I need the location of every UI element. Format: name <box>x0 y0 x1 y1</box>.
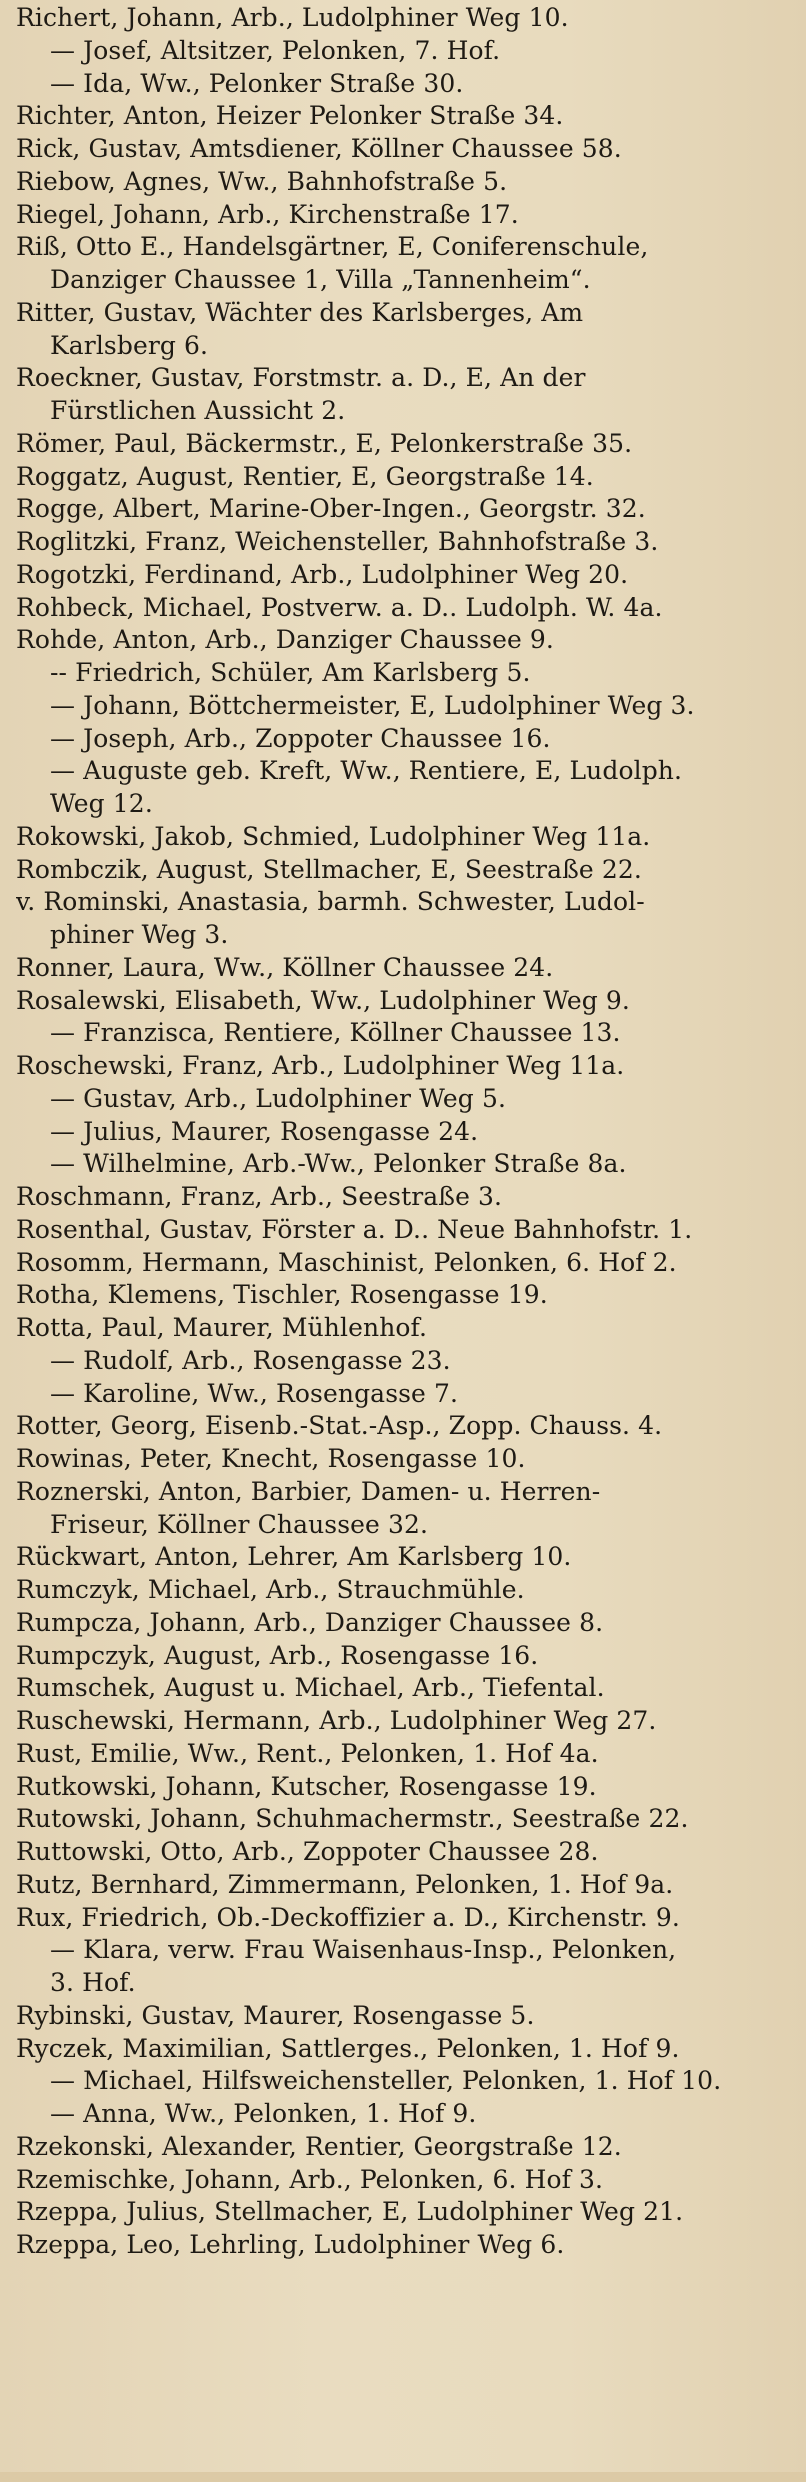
directory-entry-continuation: — Anna, Ww., Pelonken, 1. Hof 9. <box>50 2099 477 2128</box>
directory-entry: Rotha, Klemens, Tischler, Rosengasse 19. <box>16 1280 548 1310</box>
directory-entry: Ruschewski, Hermann, Arb., Ludolphiner Weg 27. <box>16 1706 657 1735</box>
directory-entry: Rogge, Albert, Marine-Ober-Ingen., Georgstr. 32. <box>16 494 646 524</box>
directory-entry: Rumczyk, Michael, Arb., Strauchmühle. <box>16 1575 525 1604</box>
directory-entries <box>16 2 794 2262</box>
directory-entry: Rux, Friedrich, Ob.-Deckoffizier a. D., Kirchenstr. 9. <box>16 1902 680 1932</box>
directory-entry: Richert, Johann, Arb., Ludolphiner Weg 10. <box>16 3 569 32</box>
directory-entry: Ryczek, Maximilian, Sattlerges., Pelonken, 1. Hof 9. <box>16 2033 680 2063</box>
directory-entry: Rombczik, August, Stellmacher, E, Seestraße 22. <box>16 854 642 884</box>
directory-entry-continuation: Fürstlichen Aussicht 2. <box>50 396 346 425</box>
directory-entry-continuation: — Joseph, Arb., Zoppoter Chaussee 16. <box>50 723 551 753</box>
directory-entry: Riß, Otto E., Handelsgärtner, E, Coniferenschule, <box>16 232 649 262</box>
directory-entry-continuation: — Auguste geb. Kreft, Ww., Rentiere, E, Ludolph. <box>50 756 683 786</box>
directory-entry-continuation: — Michael, Hilfsweichensteller, Pelonken, 1. Hof 10. <box>50 2066 722 2096</box>
page-bottom-edge <box>0 2472 806 2482</box>
directory-entry: Rzeppa, Julius, Stellmacher, E, Ludolphiner Weg 21. <box>16 2197 684 2227</box>
directory-entry-continuation: — Julius, Maurer, Rosengasse 24. <box>50 1116 479 1146</box>
directory-entry-continuation: 3. Hof. <box>50 1968 136 1997</box>
directory-entry: Rumpczyk, August, Arb., Rosengasse 16. <box>16 1640 539 1670</box>
directory-entry: Rybinski, Gustav, Maurer, Rosengasse 5. <box>16 2000 535 2030</box>
directory-entry: Rotter, Georg, Eisenb.-Stat.-Asp., Zopp. Chauss. 4. <box>16 1411 663 1441</box>
directory-entry: Rosomm, Hermann, Maschinist, Pelonken, 6. Hof 2. <box>16 1247 677 1277</box>
directory-entry: Rotta, Paul, Maurer, Mühlenhof. <box>16 1313 428 1342</box>
directory-entry-continuation: Weg 12. <box>50 789 153 818</box>
directory-entry: Rohbeck, Michael, Postverw. a. D.. Ludolph. W. 4a. <box>16 592 663 622</box>
directory-entry: Rückwart, Anton, Lehrer, Am Karlsberg 10. <box>16 1542 572 1572</box>
directory-entry: Rust, Emilie, Ww., Rent., Pelonken, 1. Hof 4a. <box>16 1738 599 1768</box>
directory-entry: Rutkowski, Johann, Kutscher, Rosengasse 19. <box>16 1771 597 1801</box>
directory-entry: Rick, Gustav, Amtsdiener, Köllner Chaussee 58. <box>16 134 622 163</box>
directory-entry: Roglitzki, Franz, Weichensteller, Bahnhofstraße 3. <box>16 527 659 556</box>
directory-entry: Riebow, Agnes, Ww., Bahnhofstraße 5. <box>16 166 508 196</box>
directory-entry: Rowinas, Peter, Knecht, Rosengasse 10. <box>16 1444 526 1473</box>
directory-entry-continuation: phiner Weg 3. <box>50 920 229 949</box>
directory-entry-continuation: — Klara, verw. Frau Waisenhaus-Insp., Pelonken, <box>50 1935 677 1965</box>
directory-entry-continuation: Friseur, Köllner Chaussee 32. <box>50 1509 429 1539</box>
directory-entry: Roschewski, Franz, Arb., Ludolphiner Weg 11a. <box>16 1051 625 1080</box>
directory-entry: Roggatz, August, Rentier, E, Georgstraße 14. <box>16 461 594 491</box>
directory-entry: Ronner, Laura, Ww., Köllner Chaussee 24. <box>16 952 554 982</box>
directory-entry-continuation: Karlsberg 6. <box>50 330 209 360</box>
directory-entry: Roschmann, Franz, Arb., Seestraße 3. <box>16 1182 503 1211</box>
directory-entry-continuation: — Wilhelmine, Arb.-Ww., Pelonker Straße 8a. <box>50 1149 627 1179</box>
directory-entry-continuation: -- Friedrich, Schüler, Am Karlsberg 5. <box>50 658 531 687</box>
directory-entry: Ritter, Gustav, Wächter des Karlsberges, Am <box>16 297 584 327</box>
directory-entry: Rosalewski, Elisabeth, Ww., Ludolphiner Weg 9. <box>16 985 630 1015</box>
directory-entry-continuation: — Ida, Ww., Pelonker Straße 30. <box>50 68 464 98</box>
directory-entry: v. Rominski, Anastasia, barmh. Schwester, Ludol- <box>16 887 645 917</box>
directory-entry-continuation: — Johann, Böttchermeister, E, Ludolphiner Weg 3. <box>50 690 695 720</box>
directory-entry: Riegel, Johann, Arb., Kirchenstraße 17. <box>16 199 519 229</box>
directory-entry: Rohde, Anton, Arb., Danziger Chaussee 9. <box>16 625 554 655</box>
directory-entry: Rutowski, Johann, Schuhmachermstr., Seestraße 22. <box>16 1804 689 1834</box>
directory-entry-continuation: — Karoline, Ww., Rosengasse 7. <box>50 1378 459 1408</box>
directory-entry-continuation: — Josef, Altsitzer, Pelonken, 7. Hof. <box>50 35 501 65</box>
directory-entry: Rogotzki, Ferdinand, Arb., Ludolphiner Weg 20. <box>16 559 629 589</box>
directory-entry: Rzemischke, Johann, Arb., Pelonken, 6. Hof 3. <box>16 2164 604 2194</box>
directory-entry: Römer, Paul, Bäckermstr., E, Pelonkerstraße 35. <box>16 428 633 458</box>
directory-entry-continuation: Danziger Chaussee 1, Villa „Tannenheim“. <box>50 265 591 294</box>
directory-entry: Rutz, Bernhard, Zimmermann, Pelonken, 1. Hof 9a. <box>16 1869 674 1899</box>
directory-entry: Rosenthal, Gustav, Förster a. D.. Neue Bahnhofstr. 1. <box>16 1214 693 1244</box>
directory-entry: Rzeppa, Leo, Lehrling, Ludolphiner Weg 6. <box>16 2230 565 2259</box>
directory-entry: Rzekonski, Alexander, Rentier, Georgstraße 12. <box>16 2131 622 2161</box>
directory-entry: Richter, Anton, Heizer Pelonker Straße 34. <box>16 101 564 131</box>
directory-entry: Roeckner, Gustav, Forstmstr. a. D., E, An der <box>16 363 586 393</box>
directory-entry: Rokowski, Jakob, Schmied, Ludolphiner Weg 11a. <box>16 821 651 851</box>
directory-entry-continuation: — Rudolf, Arb., Rosengasse 23. <box>50 1345 451 1375</box>
directory-entry-continuation: — Gustav, Arb., Ludolphiner Weg 5. <box>50 1083 506 1113</box>
directory-entry-continuation: — Franzisca, Rentiere, Köllner Chaussee 13. <box>50 1018 621 1048</box>
directory-entry: Rumpcza, Johann, Arb., Danziger Chaussee 8. <box>16 1607 604 1637</box>
directory-entry: Ruttowski, Otto, Arb., Zoppoter Chaussee 28. <box>16 1837 599 1866</box>
directory-entry: Rumschek, August u. Michael, Arb., Tiefental. <box>16 1673 605 1703</box>
directory-entry: Roznerski, Anton, Barbier, Damen- u. Herren- <box>16 1476 601 1506</box>
